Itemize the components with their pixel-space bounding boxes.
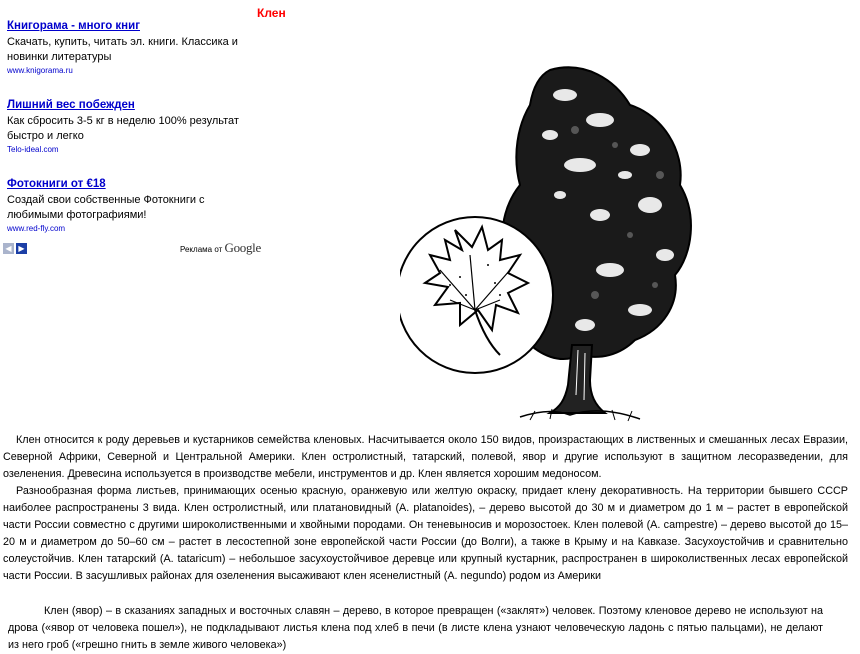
- ad-item: [7, 177, 257, 234]
- article-paragraph: Клен относится к роду деревьев и кустарников семейства кленовых. Насчитывается около 150 видов, произрастающих в лиственных и смешанных лесах Евразии, Северной Африки, Северной и Центральной Америки. Клен остролистный, татарский, полевой, явор и другие используют в защитном лесоразведении, для озеленения. Древесина используется в производстве мебели, инструментов и др. Клен является хорошим медоносом.: [3, 434, 848, 480]
- ad-text: Создай свои собственные Фотокниги с любимыми фотографиями!: [7, 194, 205, 221]
- page-title: Клен: [257, 6, 286, 20]
- ad-url-link[interactable]: Telo-ideal.com: [7, 145, 59, 154]
- legend-text: Клен (явор) – в сказаниях западных и восточных славян – дерево, в которое превращен («заклят») человек. Поэтому кленовое дерево не используют на дрова («явор от человека пошел»), не подкладывают листья клена под хлеб в печи (в листе клена узнают человеческую ладонь с пятью пальцами), не делают из него гроб («грешно гнить в земле живого человека»): [8, 605, 823, 651]
- leaf-circle-icon: [400, 217, 553, 373]
- ad-pagination: [3, 243, 27, 254]
- ad-title-link[interactable]: Фотокниги от €18: [7, 178, 106, 190]
- ad-url-link[interactable]: www.knigorama.ru: [7, 66, 73, 75]
- chevron-right-icon[interactable]: ▶: [16, 243, 27, 254]
- article-paragraph: Разнообразная форма листьев, принимающих осенью красную, оранжевую или желтую окраску, придает клену декоративность. На территории бывшего СССР наиболее распространены 3 вида. Клен остролистный, или платановидный (A. platanoides), – дерево высотой до 30 м и диаметром до 1 м – растет в европейской части России совместно с другими широколиственными и хвойными породами. Он теневыносив и морозостоек. Клен полевой (A. campestre) – дерево высотой до 15–20 м и диаметром до 50–60 см – растет в лесостепной зоне европейской части России (до Волги), а также в Крыму и на Кавказе. Засухоустойчив и сравнительно солеустойчив. Клен татарский (A. tataricum) – небольшое засухоустойчивое деревце или крупный кустарник, распространен в широколиственных лесах европейской части России. В засушливых районах для озеленения высаживают клен ясенелистный (A. negundo) родом из Америки: [3, 485, 848, 582]
- ads-by-label: Реклама от: [180, 245, 223, 254]
- ad-text: Скачать, купить, читать эл. книги. Классика и новинки литературы: [7, 36, 238, 63]
- ad-title-link[interactable]: Книгорама - много книг: [7, 20, 140, 32]
- legend-paragraph: [8, 603, 823, 654]
- google-logo: Google: [224, 240, 261, 255]
- chevron-left-icon[interactable]: ◀: [3, 243, 14, 254]
- ads-by-google[interactable]: [180, 240, 261, 256]
- ad-item: [7, 19, 257, 76]
- article-body: [3, 432, 848, 585]
- ad-block: [7, 19, 257, 256]
- ad-title-link[interactable]: Лишний вес побежден: [7, 99, 135, 111]
- tree-trunk-icon: [520, 345, 640, 421]
- ad-url-link[interactable]: www.red-fly.com: [7, 224, 66, 233]
- ad-item: [7, 98, 257, 155]
- maple-tree-illustration: [400, 55, 700, 430]
- ad-text: Как сбросить 3-5 кг в неделю 100% результат быстро и легко: [7, 115, 239, 142]
